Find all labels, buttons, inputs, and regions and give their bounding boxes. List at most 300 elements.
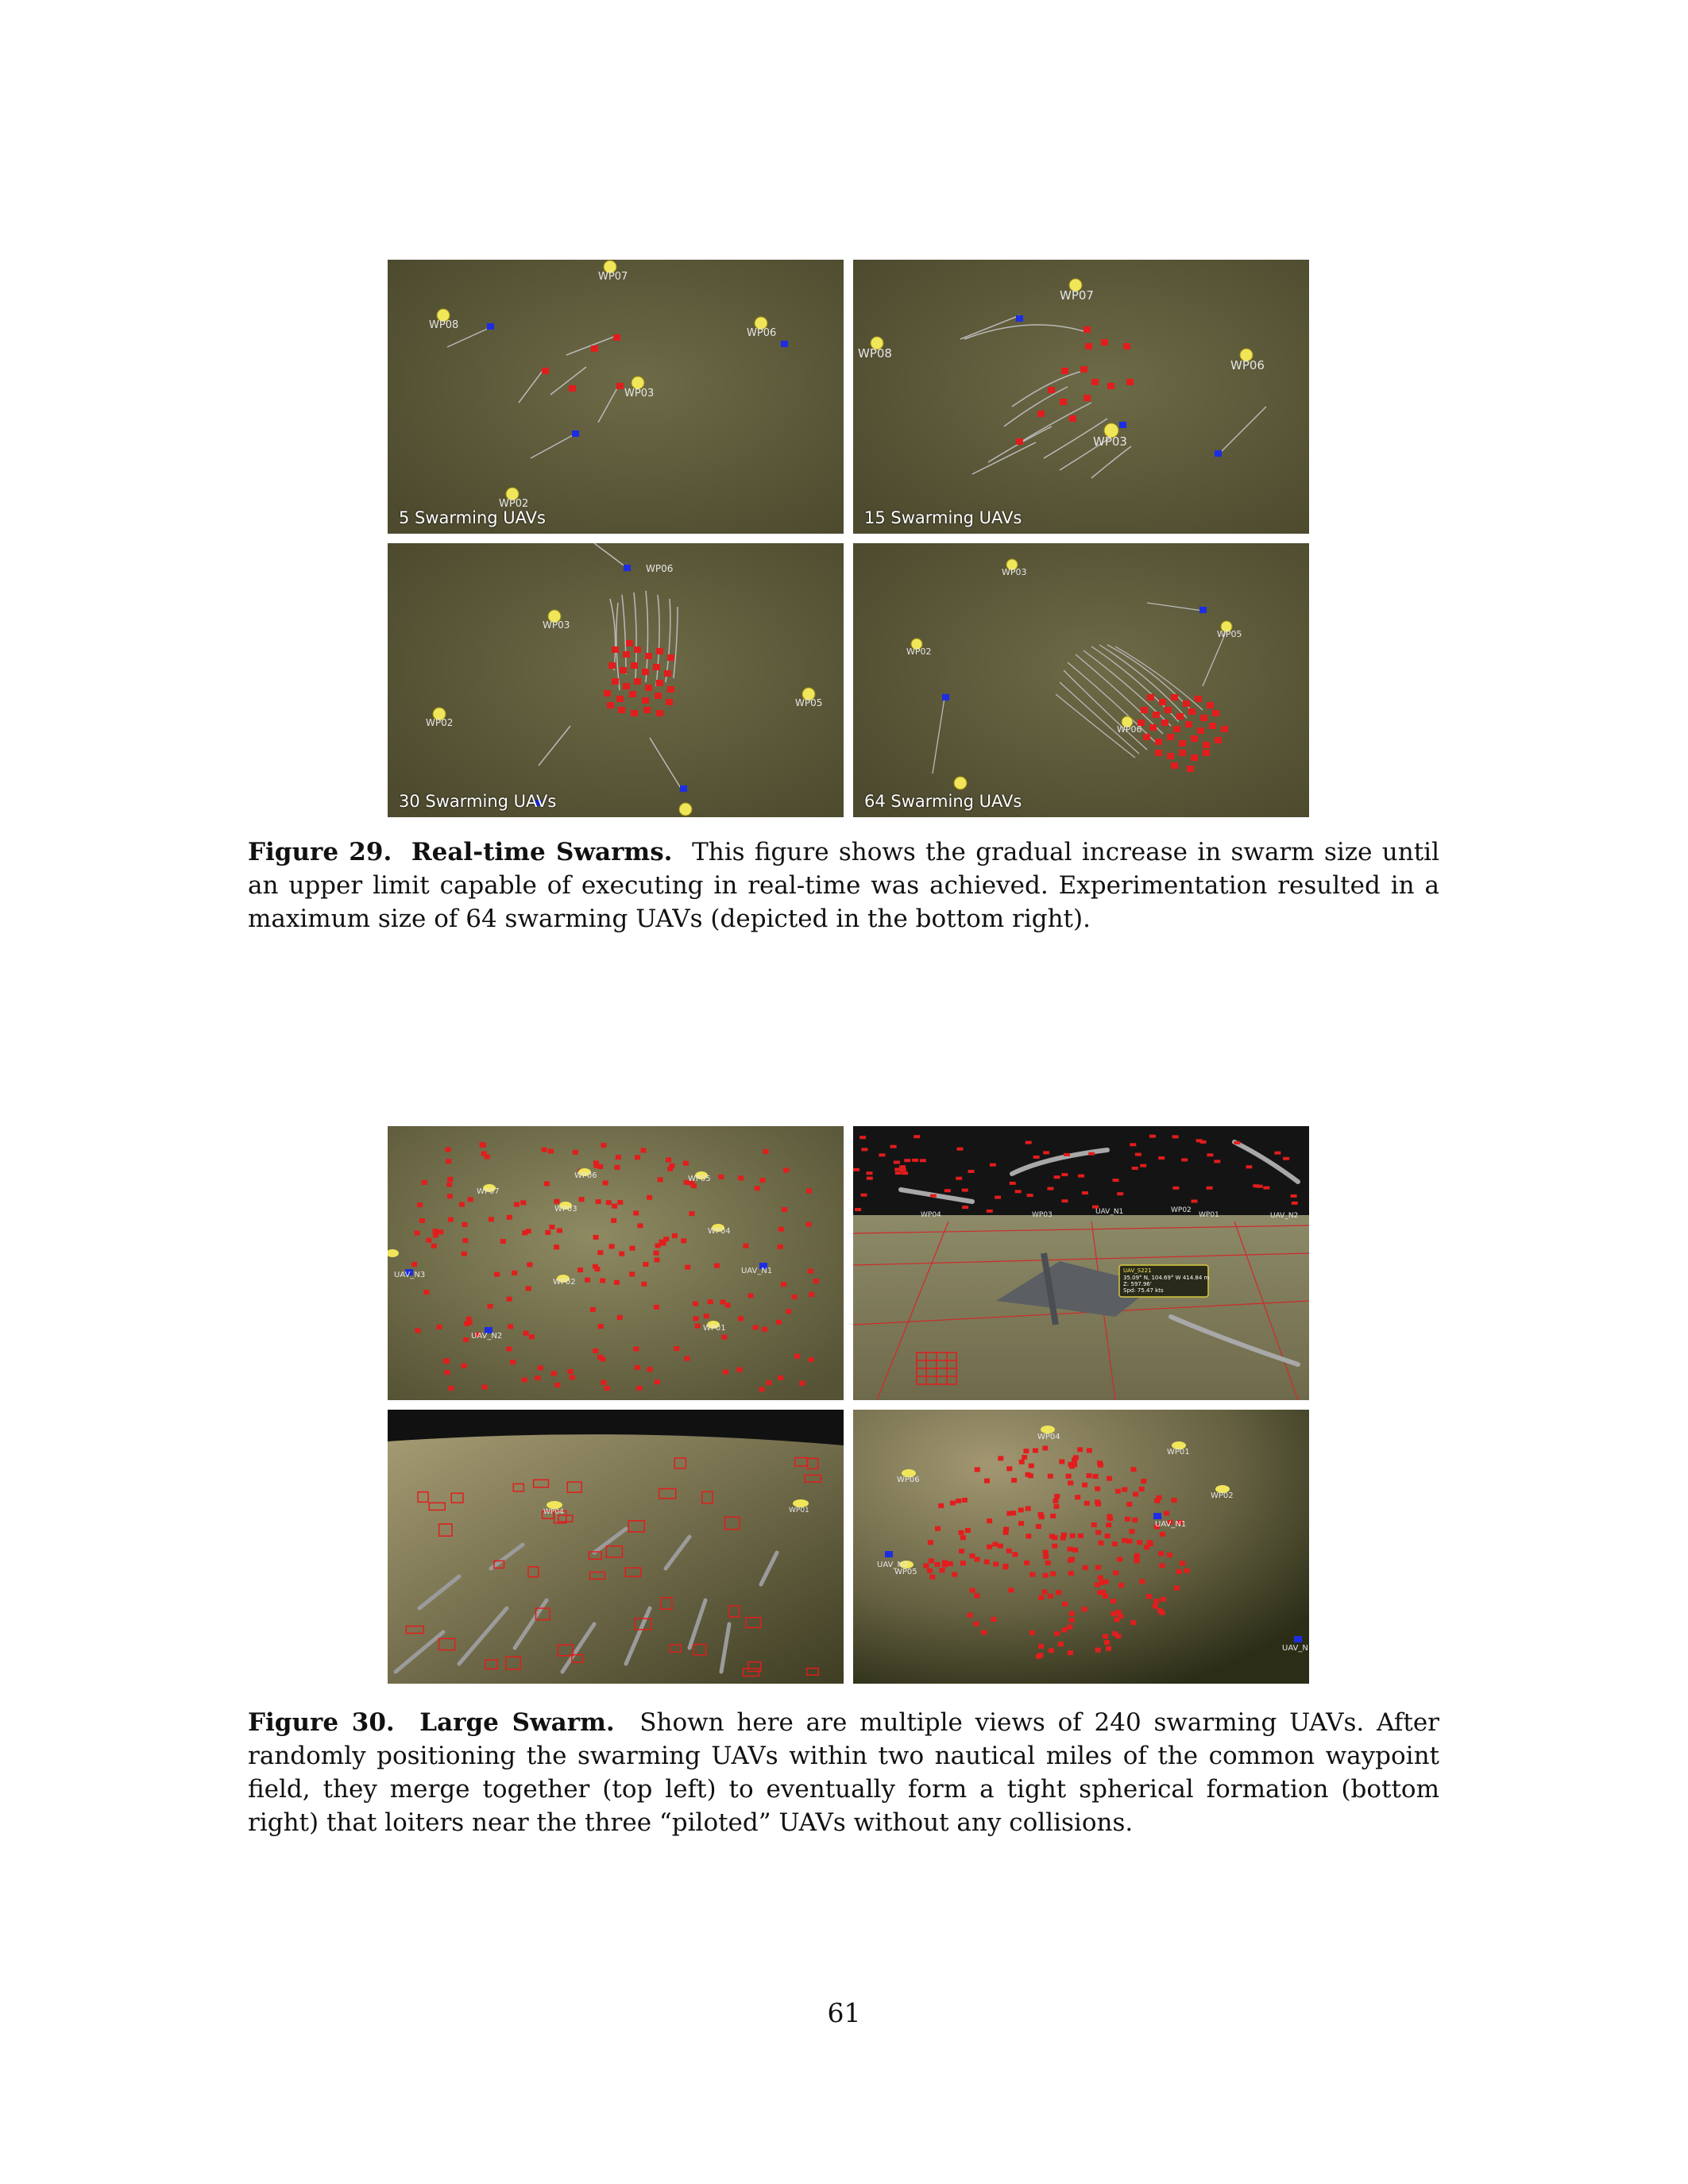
uav-marker <box>974 1593 979 1598</box>
uav-marker <box>861 1148 867 1151</box>
uav-marker <box>482 1385 488 1390</box>
waypoint-label: WP06 <box>574 1171 597 1180</box>
uav-marker <box>529 1334 535 1339</box>
info-box-speed: Spd: 75.47 kts <box>1123 1287 1164 1294</box>
uav-marker <box>423 1290 429 1295</box>
uav-marker <box>614 1280 620 1285</box>
uav-marker <box>463 1337 469 1342</box>
uav-marker <box>1077 1447 1083 1452</box>
uav-marker <box>1172 1187 1179 1190</box>
uav-marker <box>929 1558 934 1563</box>
uav-marker <box>489 1217 494 1221</box>
uav-marker <box>542 1148 547 1152</box>
uav-marker <box>1139 1487 1145 1491</box>
uav-marker <box>902 1171 908 1175</box>
uav-marker <box>598 1324 604 1329</box>
uav-marker <box>962 1498 968 1503</box>
uav-marker <box>1075 1495 1080 1499</box>
uav-marker <box>601 1380 606 1385</box>
uav-marker <box>426 1238 431 1243</box>
uav-marker <box>548 1149 554 1154</box>
swarm-scene-64 <box>853 543 1309 817</box>
uav-marker <box>794 1354 800 1359</box>
uav-marker <box>970 1588 975 1593</box>
uav-marker <box>641 1282 647 1287</box>
uav-marker <box>597 1355 603 1360</box>
uav-marker <box>792 1295 798 1299</box>
uav-marker <box>1107 1514 1112 1518</box>
uav-marker <box>960 1561 966 1565</box>
uav-marker <box>1082 1483 1087 1488</box>
waypoint-label: WP02 <box>1211 1491 1234 1500</box>
waypoint-label: WP02 <box>906 646 932 657</box>
uav-marker <box>1038 1596 1044 1600</box>
uav-marker <box>1054 1504 1060 1509</box>
uav-marker <box>444 1370 450 1375</box>
info-box-altitude: Z: 597.96' <box>1123 1281 1152 1287</box>
uav-marker <box>1002 1565 1008 1569</box>
uav-marker <box>1174 1586 1180 1591</box>
uav-marker <box>1292 1202 1298 1205</box>
uav-marker <box>867 1177 873 1180</box>
uav-marker <box>538 1365 543 1370</box>
uav-marker <box>1164 1511 1169 1516</box>
waypoint-label: WP02 <box>499 498 529 510</box>
uav-marker <box>1087 1448 1092 1453</box>
uav-marker <box>1053 1499 1058 1503</box>
uav-marker <box>1073 1455 1079 1460</box>
uav-marker <box>1115 1634 1121 1638</box>
uav-marker <box>654 1305 659 1310</box>
uav-marker <box>708 1299 713 1304</box>
uav-marker <box>1068 1462 1074 1467</box>
figure-30-panel-spherical-formation <box>853 1410 1309 1684</box>
uav-marker <box>1069 1618 1075 1623</box>
uav-marker <box>1033 1448 1038 1453</box>
uav-marker <box>912 1159 918 1162</box>
uav-marker <box>879 1153 885 1156</box>
uav-marker <box>593 1235 599 1240</box>
uav-marker <box>809 1357 814 1362</box>
uav-marker <box>1088 1152 1095 1156</box>
uav-marker <box>1134 1557 1139 1561</box>
uav-marker <box>1061 1627 1067 1632</box>
uav-marker <box>1054 1175 1060 1179</box>
uav-marker <box>806 1189 812 1194</box>
uav-marker <box>1003 1527 1009 1532</box>
uav-marker <box>550 1225 555 1229</box>
uav-marker <box>616 1155 621 1160</box>
uav-marker <box>1068 1571 1074 1576</box>
uav-marker <box>720 1300 726 1305</box>
uav-marker <box>523 1331 529 1336</box>
waypoint-label: WP01 <box>703 1324 726 1333</box>
uav-marker <box>466 1317 472 1322</box>
uav-marker <box>1207 1187 1213 1190</box>
uav-marker <box>590 1307 596 1312</box>
uav-marker <box>1064 1153 1070 1156</box>
waypoint-label: WP07 <box>1060 288 1094 303</box>
uav-marker <box>1095 1530 1101 1535</box>
uav-marker <box>969 1553 975 1558</box>
uav-marker <box>1056 1590 1061 1595</box>
uav-marker <box>944 1189 951 1192</box>
uav-marker <box>1234 1141 1240 1144</box>
uav-marker <box>962 1189 968 1192</box>
uav-marker <box>948 1561 953 1566</box>
uav-marker <box>1132 1518 1138 1522</box>
page-number: 61 <box>827 1997 861 2028</box>
uav-marker <box>672 1233 678 1238</box>
figure-29-panel-64-uavs <box>853 543 1309 817</box>
caption-label: Figure 30. <box>248 1708 395 1737</box>
uav-marker <box>1045 1561 1051 1565</box>
uav-label: UAV_N2 <box>1270 1212 1299 1220</box>
uav-marker <box>766 1380 771 1385</box>
uav-marker <box>1114 1618 1120 1623</box>
uav-marker <box>551 1371 557 1376</box>
uav-marker <box>633 1347 639 1352</box>
waypoint-label: WP05 <box>795 697 823 708</box>
waypoint-label: WP06 <box>747 327 777 339</box>
uav-marker <box>593 1349 598 1353</box>
large-swarm-low-altitude-view <box>388 1410 844 1684</box>
uav-marker <box>1091 1522 1097 1527</box>
uav-marker <box>998 1456 1003 1461</box>
uav-marker <box>904 1159 910 1162</box>
uav-marker <box>1172 1135 1179 1138</box>
uav-marker <box>1161 1597 1166 1602</box>
uav-marker <box>806 1222 812 1227</box>
uav-marker <box>1054 1631 1060 1636</box>
uav-marker <box>1048 1474 1053 1479</box>
uav-marker <box>1113 1571 1118 1576</box>
uav-marker <box>1018 1521 1024 1526</box>
uav-marker <box>755 1186 760 1190</box>
uav-marker <box>1047 1187 1053 1190</box>
uav-marker <box>935 1526 941 1531</box>
uav-marker <box>1118 1583 1124 1588</box>
uav-marker <box>448 1217 454 1222</box>
waypoint-label: WP06 <box>646 563 674 574</box>
swarm-scene-5 <box>388 260 844 534</box>
waypoint-label: WP07 <box>477 1187 500 1196</box>
uav-marker <box>799 1381 805 1386</box>
uav-marker <box>577 1268 583 1272</box>
uav-marker <box>567 1369 573 1374</box>
uav-marker <box>459 1202 465 1207</box>
uav-marker <box>942 1560 948 1565</box>
uav-marker <box>984 1479 990 1484</box>
uav-marker <box>1154 1499 1160 1503</box>
uav-marker <box>813 1279 819 1283</box>
uav-marker <box>640 1148 646 1153</box>
uav-marker <box>606 1200 612 1205</box>
uav-label: UAV_N1 <box>741 1267 773 1275</box>
figure-30-grid <box>388 1126 1309 1684</box>
uav-marker <box>935 1562 941 1567</box>
waypoint-label: WP06 <box>1117 724 1142 735</box>
uav-marker <box>596 1199 601 1204</box>
uav-marker <box>1153 1599 1159 1603</box>
uav-marker <box>1084 1501 1090 1506</box>
uav-marker <box>1140 1164 1146 1167</box>
waypoint-label: WP03 <box>1002 567 1027 577</box>
uav-marker <box>809 1292 814 1297</box>
uav-marker <box>1099 1541 1104 1545</box>
waypoint-label: WP05 <box>688 1175 711 1183</box>
waypoint-label: WP03 <box>554 1205 577 1214</box>
uav-marker <box>1042 1445 1048 1450</box>
uav-marker <box>500 1239 506 1244</box>
uav-marker <box>468 1197 473 1202</box>
uav-marker <box>462 1252 467 1256</box>
uav-marker <box>446 1183 452 1187</box>
waypoint-label: WP04 <box>543 1508 564 1516</box>
uav-marker <box>1135 1153 1141 1156</box>
uav-marker <box>984 1560 990 1565</box>
uav-marker <box>1111 1599 1116 1603</box>
uav-marker <box>1078 1175 1084 1178</box>
uav-marker <box>861 1194 867 1197</box>
uav-marker <box>1139 1579 1145 1584</box>
uav-marker <box>1106 1522 1111 1527</box>
uav-marker <box>923 1564 929 1569</box>
uav-marker <box>1117 1557 1122 1561</box>
uav-marker <box>1160 1611 1165 1615</box>
uav-marker <box>433 1229 438 1233</box>
uav-marker <box>1112 1542 1118 1546</box>
uav-marker <box>1042 1590 1048 1595</box>
uav-marker <box>570 1375 575 1379</box>
uav-marker <box>890 1145 897 1148</box>
figure-29-grid <box>388 260 1309 817</box>
uav-marker <box>433 1233 438 1237</box>
uav-marker <box>693 1316 698 1321</box>
uav-marker <box>718 1175 724 1179</box>
large-swarm-ground-view <box>853 1126 1309 1400</box>
uav-marker <box>782 1207 787 1212</box>
uav-marker <box>520 1200 526 1205</box>
uav-marker <box>987 1518 992 1523</box>
uav-marker <box>1015 1190 1022 1193</box>
uav-marker <box>507 1297 512 1302</box>
uav-marker <box>415 1231 420 1236</box>
uav-marker <box>1167 1553 1172 1557</box>
uav-marker <box>1253 1184 1259 1187</box>
uav-marker <box>974 1622 979 1626</box>
uav-marker <box>447 1177 453 1182</box>
uav-marker <box>721 1335 727 1340</box>
uav-marker <box>1052 1535 1057 1540</box>
uav-marker <box>1039 1515 1045 1519</box>
uav-marker <box>633 1211 639 1216</box>
uav-marker <box>968 1170 975 1173</box>
panel-label: 5 Swarming UAVs <box>399 508 546 527</box>
uav-marker <box>629 1271 635 1276</box>
uav-marker <box>1006 1549 1012 1553</box>
figure-29-panel-30-uavs <box>388 543 844 817</box>
uav-marker <box>778 1227 784 1232</box>
uav-marker <box>1010 1511 1016 1515</box>
uav-marker <box>1095 1487 1100 1491</box>
uav-marker <box>1027 1194 1033 1197</box>
uav-marker <box>1103 1634 1108 1639</box>
uav-marker <box>462 1364 467 1368</box>
uav-marker <box>1146 1594 1152 1599</box>
uav-marker <box>638 1223 643 1228</box>
uav-marker <box>956 1499 961 1503</box>
info-box-title: UAV_S221 <box>1123 1268 1152 1274</box>
uav-marker <box>557 1229 562 1233</box>
uav-marker <box>554 1383 560 1387</box>
uav-marker <box>778 1376 783 1380</box>
uav-marker <box>1095 1565 1101 1570</box>
uav-marker <box>853 1168 859 1171</box>
uav-marker <box>1283 1157 1289 1160</box>
uav-marker <box>1160 1563 1165 1568</box>
waypoint-label: WP06 <box>897 1476 920 1484</box>
uav-marker <box>1130 1529 1135 1534</box>
uav-marker <box>1070 1534 1076 1538</box>
uav-marker <box>786 1309 791 1314</box>
uav-marker <box>1023 1449 1029 1453</box>
swarm-scene-15 <box>853 260 1309 534</box>
uav-marker <box>1181 1158 1188 1161</box>
uav-marker <box>1026 1472 1031 1477</box>
uav-marker <box>1029 1464 1034 1468</box>
uav-marker <box>1049 1648 1054 1653</box>
uav-marker <box>950 1501 956 1506</box>
panel-label: 30 Swarming UAVs <box>399 792 557 811</box>
uav-marker <box>960 1535 966 1540</box>
uav-marker <box>684 1356 689 1361</box>
uav-marker <box>704 1314 709 1318</box>
uav-marker <box>1043 1573 1049 1578</box>
uav-label: UAV_N1 <box>1095 1208 1124 1216</box>
caption-text: This figure shows the gradual increase in swarm size until an upper limit capable of executing in real-time was achieved. Experimentation resulted in a maximum size of 64 swarming UAVs (depicted in the bottom right). <box>248 838 1439 933</box>
uav-marker <box>894 1161 900 1164</box>
uav-marker <box>738 1175 744 1180</box>
uav-marker <box>1291 1194 1297 1198</box>
uav-marker <box>494 1272 500 1277</box>
uav-marker <box>762 1327 767 1332</box>
uav-marker <box>1082 1607 1087 1611</box>
uav-marker <box>695 1324 701 1329</box>
uav-marker <box>1207 1153 1213 1156</box>
uav-marker <box>526 1287 531 1291</box>
waypoint-label: WP02 <box>426 717 454 728</box>
uav-marker <box>643 1262 648 1267</box>
uav-marker <box>508 1324 513 1329</box>
uav-marker <box>920 1159 926 1162</box>
uav-marker <box>1130 1620 1136 1625</box>
uav-marker <box>601 1143 606 1148</box>
uav-marker <box>1022 1455 1027 1460</box>
uav-label: UAV_N3 <box>394 1271 426 1279</box>
uav-marker <box>1098 1463 1103 1468</box>
uav-marker <box>1137 1540 1142 1545</box>
uav-marker <box>1113 1179 1119 1182</box>
uav-marker <box>507 1347 512 1352</box>
uav-marker <box>859 1136 866 1139</box>
uav-marker <box>998 1544 1003 1549</box>
uav-marker <box>630 1246 635 1251</box>
uav-marker <box>738 1316 744 1321</box>
caption-text: Shown here are multiple views of 240 swarming UAVs. After randomly positioning the swarming UAVs within two nautical miles of the common waypoint field, they merge together (top left) to eventually form a tight spherical formation (bottom right) that loiters near the three “piloted” UAVs without any collisions. <box>248 1708 1439 1837</box>
uav-marker <box>1058 1642 1064 1646</box>
uav-marker <box>975 1467 980 1472</box>
uav-marker <box>914 1135 920 1138</box>
uav-marker <box>1158 1156 1165 1160</box>
uav-marker <box>647 1195 652 1200</box>
waypoint-label: WP04 <box>708 1227 731 1236</box>
uav-marker <box>1012 1552 1018 1557</box>
uav-marker <box>1172 1498 1177 1503</box>
waypoint-label: WP03 <box>1093 434 1127 449</box>
uav-marker <box>1115 1489 1121 1494</box>
uav-marker <box>419 1218 425 1223</box>
uav-marker <box>446 1159 451 1163</box>
waypoint-label: WP08 <box>858 346 892 361</box>
uav-marker <box>635 1155 640 1160</box>
uav-marker <box>655 1379 660 1384</box>
uav-marker <box>1095 1648 1101 1653</box>
waypoint-label: WP03 <box>543 619 570 631</box>
uav-marker <box>685 1265 690 1270</box>
uav-marker <box>1263 1187 1269 1190</box>
uav-marker <box>438 1229 443 1234</box>
uav-marker <box>417 1202 423 1207</box>
uav-marker <box>615 1165 620 1170</box>
uav-marker <box>1068 1480 1073 1485</box>
uav-marker <box>867 1171 873 1175</box>
uav-marker <box>681 1238 686 1243</box>
uav-marker <box>1093 1474 1099 1479</box>
uav-marker <box>600 1279 605 1283</box>
uav-marker <box>654 1251 659 1256</box>
uav-marker <box>514 1202 520 1207</box>
uav-marker <box>927 1569 933 1573</box>
waypoint-label: WP04 <box>921 1211 941 1219</box>
uav-marker <box>593 1264 598 1269</box>
uav-marker <box>545 1230 550 1235</box>
uav-marker <box>1133 1491 1138 1496</box>
uav-marker <box>1082 1191 1088 1194</box>
uav-marker <box>1104 1640 1110 1645</box>
uav-marker <box>1153 1604 1158 1609</box>
waypoint-label: WP03 <box>624 388 655 399</box>
uav-marker <box>1006 1466 1012 1471</box>
uav-marker <box>554 1199 559 1204</box>
waypoint-label: WP08 <box>429 319 459 331</box>
uav-marker <box>962 1206 968 1209</box>
uav-marker <box>666 1158 671 1163</box>
figure-30-caption <box>248 1706 1439 1839</box>
uav-marker <box>1043 1554 1049 1559</box>
uav-marker <box>894 1168 901 1171</box>
uav-marker <box>1062 1199 1068 1202</box>
uav-marker <box>658 1177 663 1182</box>
uav-marker <box>1054 1494 1060 1499</box>
waypoint-label: WP02 <box>1171 1206 1192 1214</box>
uav-marker <box>957 1148 964 1151</box>
uav-marker <box>808 1269 813 1274</box>
waypoint-label: WP02 <box>553 1278 576 1287</box>
uav-marker <box>1105 1534 1111 1538</box>
uav-marker <box>959 1530 964 1535</box>
uav-marker <box>579 1197 585 1202</box>
